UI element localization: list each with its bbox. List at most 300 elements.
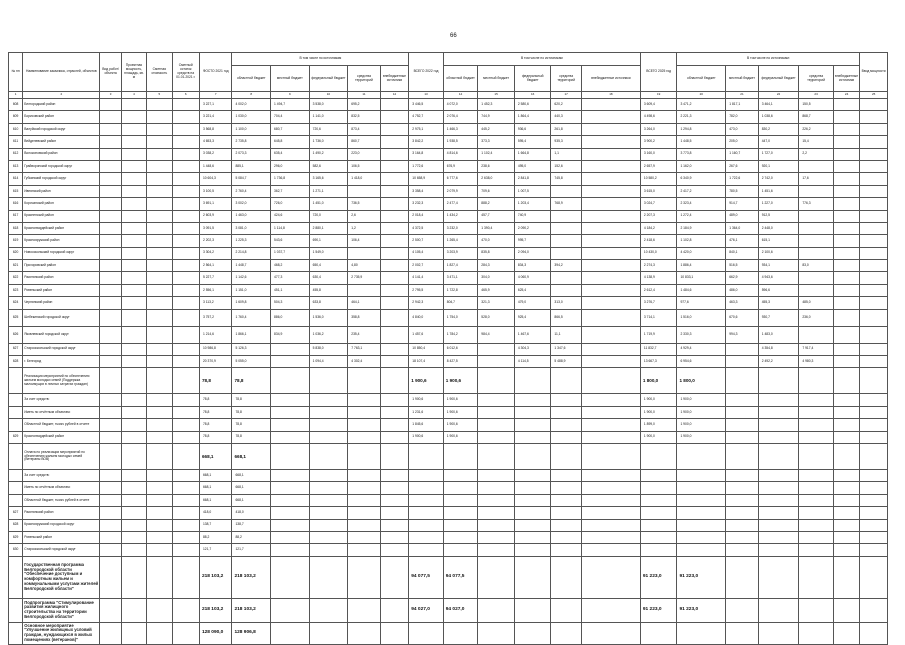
value-cell: 5 488,9 xyxy=(551,356,581,368)
empty-cell xyxy=(640,482,677,494)
value-cell: 668,1 xyxy=(199,443,232,469)
empty-cell xyxy=(121,443,146,469)
empty-cell xyxy=(833,260,859,272)
value-cell: 486,0 xyxy=(726,284,759,296)
empty-cell xyxy=(271,622,310,644)
value-cell: 321,3 xyxy=(478,297,515,309)
empty-cell xyxy=(348,469,381,481)
value-cell: 1 448,6 xyxy=(199,160,232,172)
empty-cell xyxy=(172,622,199,644)
empty-cell xyxy=(581,482,640,494)
value-cell: 10 833,1 xyxy=(677,272,726,284)
value-cell: 2 795,5 xyxy=(409,284,444,296)
value-cell: 3 232,0 xyxy=(443,222,478,234)
value-cell xyxy=(551,272,581,284)
value-cell: 984,4 xyxy=(478,326,515,343)
table-row xyxy=(9,247,888,259)
value-cell: 2 448,0 xyxy=(758,222,799,234)
value-cell xyxy=(348,247,381,259)
value-cell: 205,0 xyxy=(726,136,759,148)
empty-cell xyxy=(833,419,859,431)
value-cell: 2 603,9 xyxy=(199,210,232,222)
empty-cell xyxy=(478,531,515,543)
row-number: 615 xyxy=(9,185,23,197)
value-cell: 261,8 xyxy=(551,123,581,135)
empty-cell xyxy=(409,531,444,543)
value-cell: 1 272,4 xyxy=(677,210,726,222)
value-cell: 8 427,5 xyxy=(443,356,478,368)
value-cell: 834,9 xyxy=(271,326,310,343)
value-cell xyxy=(478,356,515,368)
empty-cell xyxy=(581,598,640,622)
value-cell: 1 900,6 xyxy=(409,394,444,406)
value-cell: 2 477,4 xyxy=(443,198,478,210)
empty-cell xyxy=(121,210,146,222)
value-cell: 4 002,0 xyxy=(232,99,271,111)
value-cell: 596,6 xyxy=(758,284,799,296)
empty-cell xyxy=(860,148,888,160)
table-row xyxy=(9,222,888,234)
row-name: Борисовский район xyxy=(23,111,100,123)
value-cell: 78,8 xyxy=(232,368,271,394)
value-cell: 4 304,3 xyxy=(514,343,551,355)
summary-row xyxy=(9,519,888,531)
value-cell: 78,8 xyxy=(232,431,271,443)
value-cell: 223,0 xyxy=(348,148,381,160)
value-cell: 468,2 xyxy=(271,260,310,272)
value-cell: 1 864,4 xyxy=(514,111,551,123)
empty-cell xyxy=(172,111,199,123)
empty-cell xyxy=(640,507,677,519)
empty-cell xyxy=(478,598,515,622)
value-cell: 936,6 xyxy=(514,123,551,135)
row-number: 620 xyxy=(9,247,23,259)
row-name: Прохоровский район xyxy=(23,260,100,272)
index-cell: 2 xyxy=(23,92,100,99)
value-cell: 2 492,2 xyxy=(758,356,799,368)
value-cell: 3 609,4 xyxy=(640,99,677,111)
value-cell: 2 076,4 xyxy=(443,111,478,123)
empty-cell xyxy=(172,148,199,160)
value-cell: 4 141,4 xyxy=(409,272,444,284)
value-cell: 3 002,0 xyxy=(232,198,271,210)
row-name: Губкинский городской округ xyxy=(23,173,100,185)
empty-cell xyxy=(121,622,146,644)
value-cell: 668,1 xyxy=(232,443,271,469)
empty-cell xyxy=(551,482,581,494)
empty-cell xyxy=(172,368,199,394)
empty-cell xyxy=(581,469,640,481)
value-cell: 935,3 xyxy=(551,136,581,148)
empty-cell xyxy=(172,160,199,172)
empty-cell xyxy=(147,343,172,355)
value-cell: 1 390,4 xyxy=(478,222,515,234)
empty-cell xyxy=(147,309,172,326)
value-cell: 1 900,6 xyxy=(443,394,478,406)
row-number: 628 xyxy=(9,519,23,531)
empty-cell xyxy=(581,507,640,519)
value-cell xyxy=(551,185,581,197)
value-cell: 2 221,3 xyxy=(677,111,726,123)
value-cell: 78,8 xyxy=(199,368,232,394)
empty-cell xyxy=(121,507,146,519)
value-cell: 1 294,8 xyxy=(677,123,726,135)
value-cell xyxy=(380,222,409,234)
value-cell: 1 800,0 xyxy=(677,368,726,394)
empty-cell xyxy=(726,544,759,556)
value-cell xyxy=(348,185,381,197)
index-cell: 19 xyxy=(640,92,677,99)
empty-cell xyxy=(172,482,199,494)
value-cell xyxy=(380,235,409,247)
value-cell xyxy=(551,247,581,259)
empty-cell xyxy=(309,443,348,469)
table-row xyxy=(9,148,888,160)
index-cell: 15 xyxy=(478,92,515,99)
index-cell: 16 xyxy=(514,92,551,99)
value-cell: 1 030,0 xyxy=(232,111,271,123)
value-cell: 1 100,0 xyxy=(232,123,271,135)
empty-cell xyxy=(172,531,199,543)
empty-cell xyxy=(309,482,348,494)
empty-cell xyxy=(309,519,348,531)
empty-cell xyxy=(100,343,121,355)
empty-cell xyxy=(100,185,121,197)
empty-cell xyxy=(147,247,172,259)
value-cell: 296,0 xyxy=(271,160,310,172)
value-cell: 830,2 xyxy=(758,123,799,135)
empty-cell xyxy=(799,406,834,418)
value-cell xyxy=(799,222,834,234)
empty-cell xyxy=(677,482,726,494)
value-cell: 3 691,1 xyxy=(199,198,232,210)
value-cell: 218 103,2 xyxy=(232,556,271,598)
empty-cell xyxy=(271,394,310,406)
value-cell: 670,6 xyxy=(726,309,759,326)
empty-cell xyxy=(758,443,799,469)
value-cell: 1 760,4 xyxy=(232,309,271,326)
empty-cell xyxy=(799,419,834,431)
budget-table xyxy=(8,52,888,645)
col-vvod-header: Ввод мощности xyxy=(860,53,888,92)
empty-cell xyxy=(640,544,677,556)
value-cell: 7 917,4 xyxy=(799,343,834,355)
empty-cell xyxy=(147,443,172,469)
value-cell: 3 446,5 xyxy=(409,99,444,111)
col-remaining-header: Сметный остаток средств на 01.01.2021 г. xyxy=(172,53,199,92)
empty-cell xyxy=(147,297,172,309)
empty-cell xyxy=(833,326,859,343)
value-cell: 2 742,0 xyxy=(758,173,799,185)
empty-cell xyxy=(677,494,726,506)
value-cell: 4,80 xyxy=(348,260,381,272)
row-number: 626 xyxy=(9,326,23,343)
row-number: 629 xyxy=(9,531,23,543)
value-cell xyxy=(380,260,409,272)
empty-cell xyxy=(833,494,859,506)
empty-cell xyxy=(581,519,640,531)
empty-cell xyxy=(478,469,515,481)
row-name: Волоконовский район xyxy=(23,148,100,160)
empty-cell xyxy=(172,443,199,469)
value-cell: 1 938,5 xyxy=(443,136,478,148)
value-cell: 2 090,2 xyxy=(514,222,551,234)
section-b-header xyxy=(9,443,888,469)
value-cell: 2 094,0 xyxy=(514,247,551,259)
value-cell: 91 223,0 xyxy=(677,556,726,598)
index-cell: 23 xyxy=(799,92,834,99)
value-cell: 94 077,5 xyxy=(409,556,444,598)
row-name: Валуйский городской округ xyxy=(23,123,100,135)
value-cell: 4 184,2 xyxy=(640,222,677,234)
value-cell: 2 942,3 xyxy=(409,297,444,309)
empty-cell xyxy=(581,531,640,543)
group2-header: В том числе по источникам xyxy=(443,53,640,66)
empty-cell xyxy=(172,272,199,284)
row-number xyxy=(9,443,23,469)
empty-cell xyxy=(380,519,409,531)
empty-cell xyxy=(100,544,121,556)
value-cell: 4 114,5 xyxy=(514,356,551,368)
value-cell: 1 457,6 xyxy=(409,326,444,343)
empty-cell xyxy=(860,622,888,644)
empty-cell xyxy=(380,431,409,443)
summary-row xyxy=(9,494,888,506)
value-cell: 3 842,2 xyxy=(409,136,444,148)
value-cell xyxy=(271,356,310,368)
empty-cell xyxy=(380,531,409,543)
empty-cell xyxy=(860,394,888,406)
empty-cell xyxy=(860,272,888,284)
table-row xyxy=(9,235,888,247)
value-cell: 3 081,0 xyxy=(232,222,271,234)
value-cell: 1 151,0 xyxy=(232,284,271,296)
empty-cell xyxy=(271,556,310,598)
empty-cell xyxy=(380,494,409,506)
value-cell: 3 757,2 xyxy=(199,309,232,326)
empty-cell xyxy=(833,443,859,469)
summary-row xyxy=(9,431,888,443)
index-cell: 1 xyxy=(9,92,23,99)
empty-cell xyxy=(309,531,348,543)
empty-cell xyxy=(380,507,409,519)
col-2022-header: ВСЕГО 2022 год xyxy=(409,53,444,92)
value-cell: 236,0 xyxy=(799,309,834,326)
empty-cell xyxy=(147,326,172,343)
row-name: Краснояружский район xyxy=(23,235,100,247)
value-cell: 218 103,2 xyxy=(199,556,232,598)
empty-cell xyxy=(726,469,759,481)
empty-cell xyxy=(833,343,859,355)
value-cell: 804,7 xyxy=(443,297,478,309)
value-cell: 832,5 xyxy=(348,111,381,123)
value-cell: 4 840,0 xyxy=(409,309,444,326)
empty-cell xyxy=(833,173,859,185)
value-cell: 3 471,2 xyxy=(677,99,726,111)
empty-cell xyxy=(833,185,859,197)
empty-cell xyxy=(799,368,834,394)
value-cell: 476,1 xyxy=(726,235,759,247)
col-vnebud2-header: внебюджетные источники xyxy=(581,66,640,92)
value-cell: 1 719,9 xyxy=(640,326,677,343)
empty-cell xyxy=(309,622,348,644)
value-cell xyxy=(799,185,834,197)
value-cell: 925,4 xyxy=(514,309,551,326)
empty-cell xyxy=(833,235,859,247)
row-name: Ракитянский район xyxy=(23,272,100,284)
value-cell: 4 980,3 xyxy=(799,356,834,368)
value-cell: 645,8 xyxy=(271,136,310,148)
value-cell: 635,4 xyxy=(271,148,310,160)
value-cell: 418,0 xyxy=(199,507,232,519)
empty-cell xyxy=(478,419,515,431)
table-row xyxy=(9,198,888,210)
value-cell: 5 126,3 xyxy=(232,343,271,355)
value-cell xyxy=(581,272,640,284)
value-cell: 78,8 xyxy=(232,406,271,418)
value-cell: 78,8 xyxy=(232,394,271,406)
value-cell: 88,2 xyxy=(199,531,232,543)
value-cell xyxy=(581,222,640,234)
row-name: Грайворонский городской округ xyxy=(23,160,100,172)
value-cell: 4 354,8 xyxy=(758,343,799,355)
empty-cell xyxy=(348,494,381,506)
empty-cell xyxy=(833,210,859,222)
table-row xyxy=(9,210,888,222)
empty-cell xyxy=(121,99,146,111)
index-cell: 4 xyxy=(121,92,146,99)
value-cell: 5 084,7 xyxy=(232,173,271,185)
empty-cell xyxy=(726,519,759,531)
value-cell: 362,7 xyxy=(271,185,310,197)
value-cell xyxy=(380,160,409,172)
value-cell: 1 827,4 xyxy=(443,260,478,272)
table-body xyxy=(9,92,888,645)
empty-cell xyxy=(147,368,172,394)
empty-cell xyxy=(833,297,859,309)
empty-cell xyxy=(640,469,677,481)
empty-cell xyxy=(172,343,199,355)
value-cell: 1 483,0 xyxy=(758,326,799,343)
value-cell: 633,8 xyxy=(309,297,348,309)
empty-cell xyxy=(409,443,444,469)
value-cell: 668,1 xyxy=(232,482,271,494)
empty-cell xyxy=(409,544,444,556)
empty-cell xyxy=(271,598,310,622)
value-cell: 3 471,1 xyxy=(443,272,478,284)
empty-cell xyxy=(409,469,444,481)
summary-row xyxy=(9,406,888,418)
empty-cell xyxy=(677,622,726,644)
empty-cell xyxy=(100,394,121,406)
value-cell: 868,7 xyxy=(799,111,834,123)
table-row xyxy=(9,123,888,135)
value-cell: 995,7 xyxy=(514,235,551,247)
empty-cell xyxy=(121,368,146,394)
row-number xyxy=(9,419,23,431)
empty-cell xyxy=(443,531,478,543)
value-cell: 3 304,2 xyxy=(199,247,232,259)
empty-cell xyxy=(581,394,640,406)
empty-cell xyxy=(409,622,444,644)
empty-cell xyxy=(121,160,146,172)
empty-cell xyxy=(551,431,581,443)
empty-cell xyxy=(726,482,759,494)
empty-cell xyxy=(409,494,444,506)
value-cell: 464,1 xyxy=(348,297,381,309)
table-row xyxy=(9,309,888,326)
value-cell: 1 451,0 xyxy=(309,198,348,210)
empty-cell xyxy=(380,482,409,494)
summary-row xyxy=(9,531,888,543)
value-cell: 10 430,0 xyxy=(640,247,677,259)
empty-cell xyxy=(172,356,199,368)
empty-cell xyxy=(833,222,859,234)
row-name: Новооскольский городской округ xyxy=(23,247,100,259)
empty-cell xyxy=(551,419,581,431)
value-cell xyxy=(581,309,640,326)
empty-cell xyxy=(147,544,172,556)
empty-cell xyxy=(833,519,859,531)
empty-cell xyxy=(833,148,859,160)
empty-cell xyxy=(121,406,146,418)
value-cell: 91 223,0 xyxy=(640,556,677,598)
empty-cell xyxy=(833,598,859,622)
value-cell: 78,8 xyxy=(199,394,232,406)
row-name: Ровеньский район xyxy=(23,284,100,296)
row-name: Вейделевский район xyxy=(23,136,100,148)
empty-cell xyxy=(833,469,859,481)
empty-cell xyxy=(478,431,515,443)
value-cell: 440,3 xyxy=(551,111,581,123)
row-number: 610 xyxy=(9,123,23,135)
empty-cell xyxy=(100,272,121,284)
value-cell: 470,0 xyxy=(478,235,515,247)
value-cell: 695,2 xyxy=(348,99,381,111)
empty-cell xyxy=(514,394,551,406)
value-cell: 78,8 xyxy=(199,406,232,418)
value-cell: 6 340,9 xyxy=(677,173,726,185)
empty-cell xyxy=(100,519,121,531)
empty-cell xyxy=(147,272,172,284)
col-fcr-header: ФОСТО 2021 год xyxy=(199,53,232,92)
summary-row xyxy=(9,482,888,494)
col-vnebud3-header: внебюджетные источники xyxy=(833,66,859,92)
empty-cell xyxy=(514,494,551,506)
empty-cell xyxy=(271,544,310,556)
value-cell: 977,6 xyxy=(677,297,726,309)
empty-cell xyxy=(443,494,478,506)
value-cell: 720,6 xyxy=(309,123,348,135)
row-number xyxy=(9,368,23,394)
empty-cell xyxy=(581,556,640,598)
empty-cell xyxy=(726,556,759,598)
value-cell: 528,0 xyxy=(478,309,515,326)
value-cell xyxy=(581,198,640,210)
empty-cell xyxy=(758,598,799,622)
empty-cell xyxy=(726,394,759,406)
empty-cell xyxy=(551,507,581,519)
value-cell: 1 772,6 xyxy=(409,160,444,172)
empty-cell xyxy=(514,469,551,481)
col-vnebud-header: внебюджетные источники xyxy=(380,66,409,92)
value-cell: 835,8 xyxy=(478,247,515,259)
empty-cell xyxy=(514,368,551,394)
empty-cell xyxy=(860,260,888,272)
empty-cell xyxy=(478,494,515,506)
row-name: Старооскольский городской округ xyxy=(23,343,100,355)
empty-cell xyxy=(860,519,888,531)
